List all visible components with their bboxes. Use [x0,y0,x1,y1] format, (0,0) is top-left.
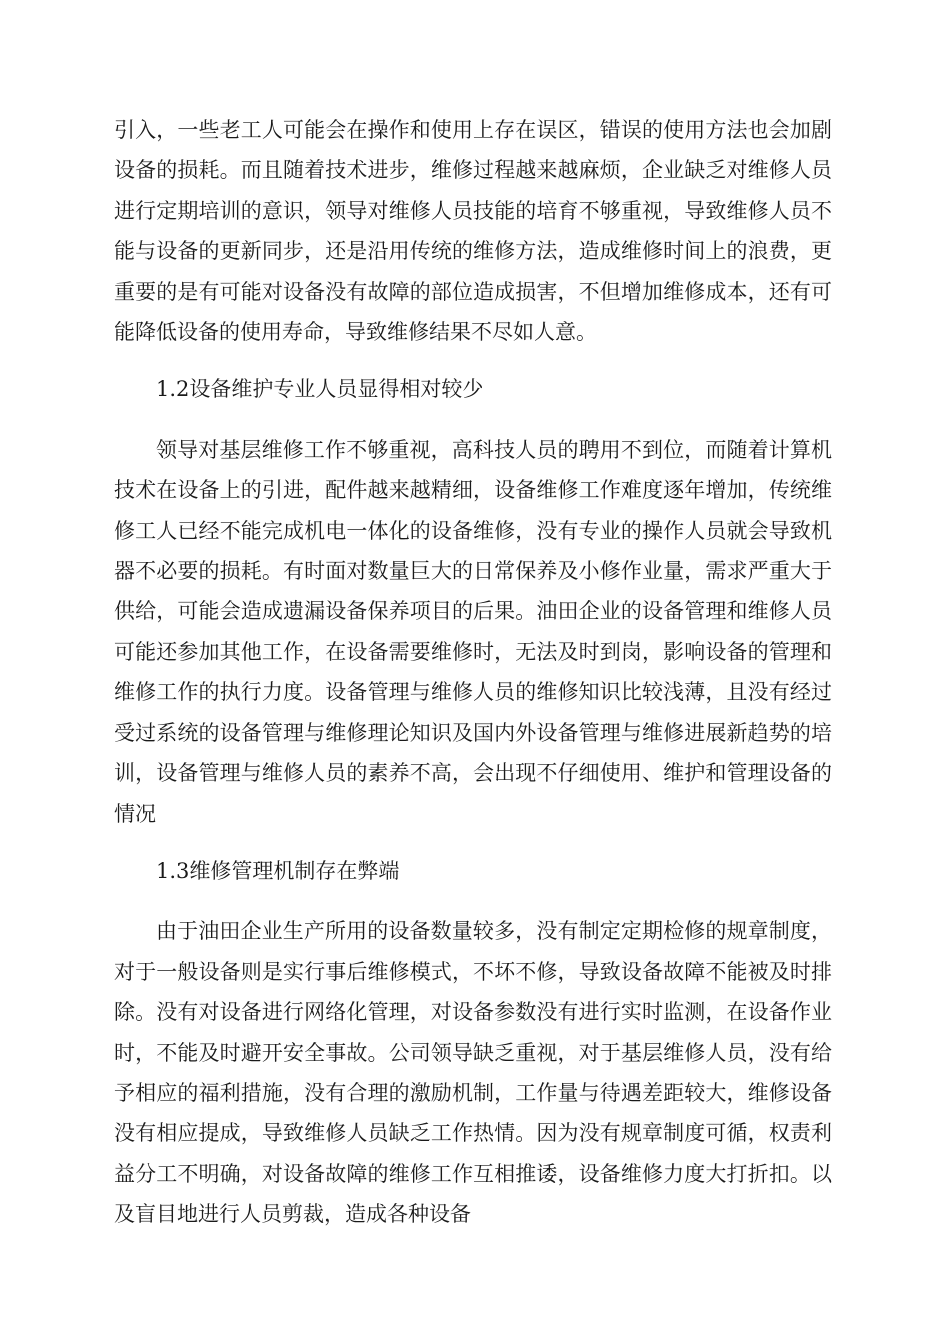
paragraph-3: 由于油田企业生产所用的设备数量较多，没有制定定期检修的规章制度，对于一般设备则是实行事后维修模式，不坏不修，导致设备故障不能被及时排除。没有对设备进行网络化管理，对设备参数没有进行实时监测，在设备作业时，不能及时避开安全事故。公司领导缺乏重视，对于基层维修人员，没有给予相应的福利措施，没有合理的激励机制，工作量与待遇差距较大，维修设备没有相应提成，导致维修人员缺乏工作热情。因为没有规章制度可循，权责利益分工不明确，对设备故障的维修工作互相推诿，设备维修力度大打折扣。以及盲目地进行人员剪裁，造成各种设备 [114,919,832,1227]
paragraph-1: 引入，一些老工人可能会在操作和使用上存在误区，错误的使用方法也会加剧设备的损耗。而且随着技术进步，维修过程越来越麻烦，企业缺乏对维修人员进行定期培训的意识，领导对维修人员技能的培育不够重视，导致维修人员不能与设备的更新同步，还是沿用传统的维修方法，造成维修时间上的浪费，更重要的是有可能对设备没有故障的部位造成损害，不但增加维修成本，还有可能降低设备的使用寿命，导致维修结果不尽如人意。 [114,118,832,345]
section-heading-1-2: 1.2设备维护专业人员显得相对较少 [156,377,484,402]
section-heading-1-3: 1.3维修管理机制存在弊端 [156,858,400,883]
paragraph-2: 领导对基层维修工作不够重视，高科技人员的聘用不到位，而随着计算机技术在设备上的引进，配件越来越精细，设备维修工作难度逐年增加，传统维修工人已经不能完成机电一体化的设备维修，没有专业的操作人员就会导致机器不必要的损耗。有时面对数量巨大的日常保养及小修作业量，需求严重大于供给，可能会造成遗漏设备保养项目的后果。油田企业的设备管理和维修人员可能还参加其他工作，在设备需要维修时，无法及时到岗，影响设备的管理和维修工作的执行力度。设备管理与维修人员的维修知识比较浅薄，且没有经过受过系统的设备管理与维修理论知识及国内外设备管理与维修进展新趋势的培训，设备管理与维修人员的素养不高，会出现不仔细使用、维护和管理设备的情况 [114,437,832,826]
document-body [114,110,832,1235]
